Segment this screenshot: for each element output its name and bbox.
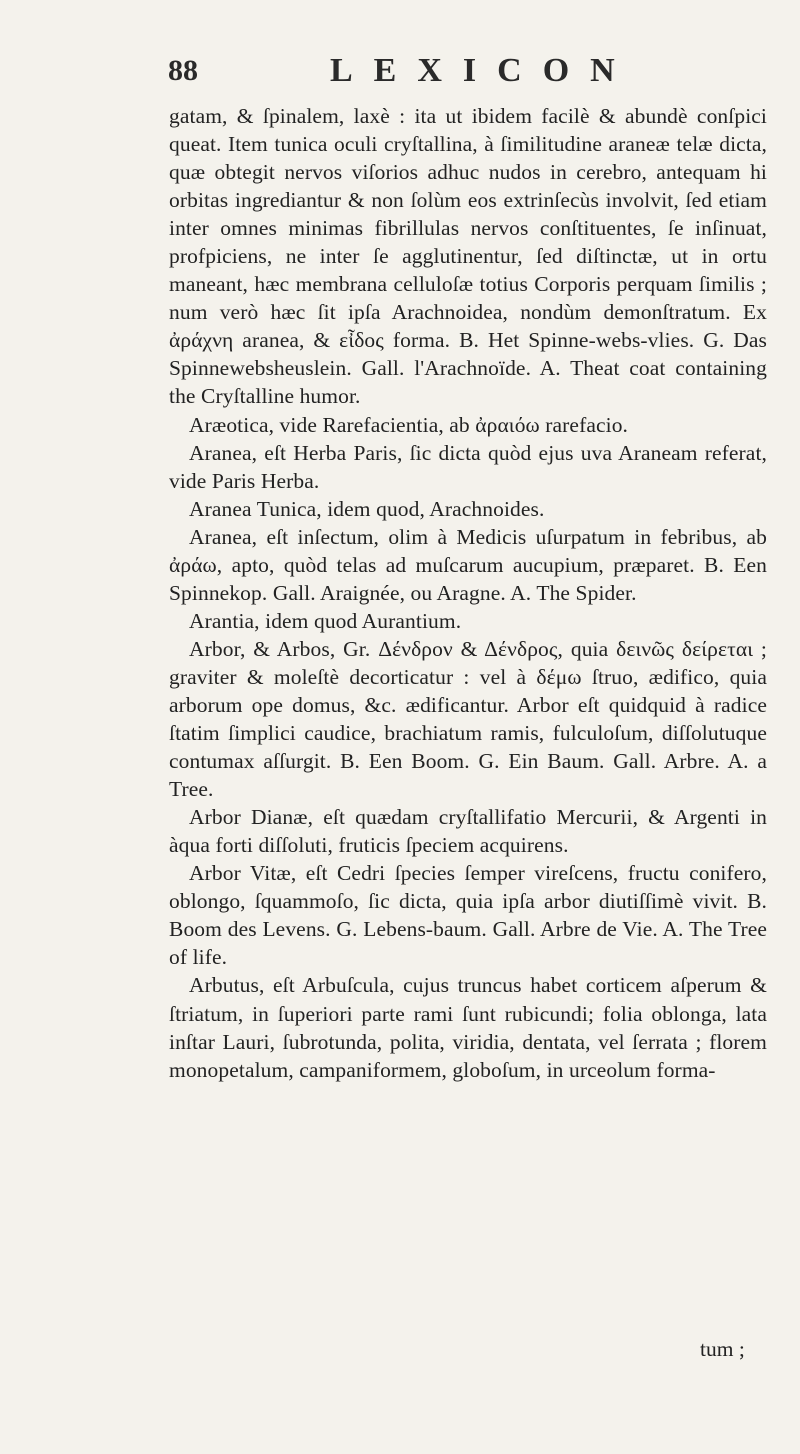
paragraph-arachnoidea-continued: gatam, & ſpinalem, laxè : ita ut ibidem facilè & abundè conſpici queat. Item tunica oculi cryſtallina, à ſimilitudine araneæ telæ dicta, quæ obtegit nervos viſorios adhuc nudos in cerebro, antequam hi orbitas ingrediantur & non ſolùm eos extrinſecùs involvit, ſed etiam inter omnes minimas fibrillulas nervos conſtituentes, ſe inſinuat, profpiciens, ne inter ſe agglutinentur, ſed diſtinctæ, ut in ortu maneant, hæc membrana celluloſæ totius Corporis perquam ſimilis ; num verò hæc ſit ipſa Arachnoidea, nondùm demonſtratum. Ex ἀράχνη aranea, & εἶδος forma. B. Het Spinne-webs-vlies. G. Das Spinnewebsheuslein. Gall. l'Arachnoïde. A. Theat coat containing the Cryſtalline humor. xyxy=(169,104,767,409)
entry-aranea-herba: Aranea, eſt Herba Paris, ſic dicta quòd ejus uva Araneam referat, vide Paris Herba. xyxy=(169,440,767,493)
page-number: 88 xyxy=(168,54,198,87)
entry-aranea-insectum: Aranea, eſt inſectum, olim à Medicis uſurpatum in febribus, ab ἀράω, apto, quòd telas ad muſcarum aucupium, præparet. B. Een Spinnekop. Gall. Araignée, ou Aragne. A. The Spider. xyxy=(169,524,767,605)
running-title: LEXICON xyxy=(330,52,636,89)
entry-araeotica: Aræotica, vide Rarefacientia, ab ἀραιόω rarefacio. xyxy=(189,412,629,437)
catchword: tum ; xyxy=(700,1337,745,1361)
page-header xyxy=(0,52,800,100)
entry-arbor-vitae: Arbor Vitæ, eſt Cedri ſpecies ſemper vireſcens, fructu conifero, oblongo, ſquammoſo, ſic dicta, quia ipſa arbor diutiſſimè vivit. B. Boom des Levens. G. Lebens-baum. Gall. Arbre de Vie. A. The Tree of life. xyxy=(169,861,767,970)
entry-arbor: Arbor, & Arbos, Gr. Δένδρον & Δένδρος, quia δεινῶς δείρεται ; graviter & moleſtè decorticatur : vel à δέμω ſtruo, ædifico, quia arborum ope domus, &c. ædificantur. Arbor eſt quidquid à radice ſtatim ſimplici caudice, brachiatum ramis, fulculoſum, diſſolutuque contumax aſſurgit. B. Een Boom. G. Ein Baum. Gall. Arbre. A. a Tree. xyxy=(169,636,767,802)
entry-arbutus: Arbutus, eſt Arbuſcula, cujus truncus habet corticem aſperum & ſtriatum, in ſuperiori parte rami ſunt rubicundi; folia oblonga, lata inſtar Lauri, ſubrotunda, polita, viridia, dentata, vel ſerrata ; florem monopetalum, campaniformem, globoſum, in urceolum forma- xyxy=(169,973,767,1082)
body-text xyxy=(169,102,767,1084)
entry-aranea-tunica: Aranea Tunica, idem quod, Arachnoides. xyxy=(189,496,545,521)
entry-arbor-dianae: Arbor Dianæ, eſt quædam cryſtallifatio Mercurii, & Argenti in àqua forti diſſoluti, fruticis ſpeciem acquirens. xyxy=(169,805,767,858)
entry-arantia: Arantia, idem quod Aurantium. xyxy=(189,608,462,633)
